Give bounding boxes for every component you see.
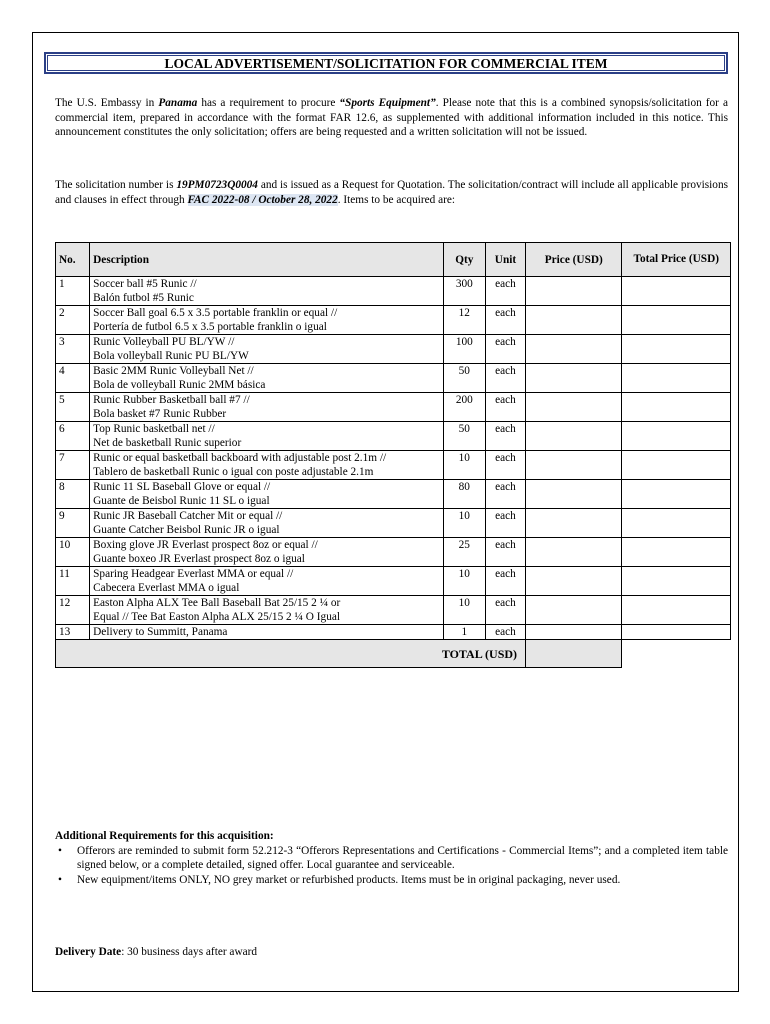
table-row [56,625,731,640]
row-total-price-cell [622,335,731,364]
row-number: 2 [56,306,90,335]
table-row [56,277,731,306]
row-description [90,306,444,335]
row-price-cell [526,625,622,640]
row-number: 4 [56,364,90,393]
row-price-cell [526,480,622,509]
row-number: 7 [56,451,90,480]
header-unit: Unit [485,243,525,277]
table-row [56,422,731,451]
description-spanish: Guante de Beisbol Runic 11 SL o igual [93,495,270,507]
table-row [56,335,731,364]
description-english: Sparing Headgear Everlast MMA or equal // [93,568,294,580]
procurement-item: “Sports Equipment” [339,97,436,109]
bullet-icon: • [58,844,62,857]
table-row [56,451,731,480]
description-english: Easton Alpha ALX Tee Ball Baseball Bat 25/15 2 ¼ or [93,597,341,609]
document-page [32,32,739,992]
row-unit: each [485,335,525,364]
description-english: Basic 2MM Runic Volleyball Net // [93,365,254,377]
fac-reference: FAC 2022-08 / October 28, 2022 [187,193,338,206]
table-row [56,306,731,335]
header-qty: Qty [443,243,485,277]
description-spanish: Balón futbol #5 Runic [93,292,194,304]
header-price: Price (USD) [526,243,622,277]
row-unit: each [485,306,525,335]
row-price-cell [526,422,622,451]
description-spanish: Bola de volleyball Runic 2MM básica [93,379,266,391]
row-qty: 10 [443,567,485,596]
row-number: 3 [56,335,90,364]
row-unit: each [485,364,525,393]
row-number: 8 [56,480,90,509]
title-box [44,52,728,74]
description-english: Top Runic basketball net // [93,423,215,435]
total-row [56,640,731,668]
row-total-price-cell [622,567,731,596]
row-total-price-cell [622,306,731,335]
row-total-price-cell [622,538,731,567]
row-number: 1 [56,277,90,306]
row-description [90,625,444,640]
table-row [56,480,731,509]
description-english: Soccer Ball goal 6.5 x 3.5 portable franklin or equal // [93,307,338,319]
description-spanish: Equal // Tee Bat Easton Alpha ALX 25/15 2 ¼ O Igual [93,611,341,623]
row-price-cell [526,364,622,393]
row-price-cell [526,277,622,306]
row-description [90,596,444,625]
row-qty: 10 [443,509,485,538]
row-qty: 200 [443,393,485,422]
row-unit: each [485,538,525,567]
additional-requirements [55,829,728,887]
description-english: Boxing glove JR Everlast prospect 8oz or equal // [93,539,318,551]
row-description [90,393,444,422]
row-qty: 300 [443,277,485,306]
items-table [55,242,731,668]
header-total-price: Total Price (USD) [622,243,731,277]
row-qty: 100 [443,335,485,364]
row-unit: each [485,277,525,306]
row-price-cell [526,567,622,596]
row-description [90,509,444,538]
description-english: Runic Rubber Basketball ball #7 // [93,394,250,406]
requirement-item: • New equipment/items ONLY, NO grey market or refurbished products. Items must be in original packaging, never used. [58,873,621,886]
description-spanish: Portería de futbol 6.5 x 3.5 portable franklin o igual [93,321,327,333]
row-qty: 10 [443,451,485,480]
row-number: 6 [56,422,90,451]
row-total-price-cell [622,451,731,480]
row-unit: each [485,451,525,480]
total-label: TOTAL (USD) [56,640,526,668]
description-english: Runic JR Baseball Catcher Mit or equal // [93,510,283,522]
row-total-price-cell [622,480,731,509]
description-english: Soccer ball #5 Runic // [93,278,197,290]
description-spanish: Net de basketball Runic superior [93,437,242,449]
row-total-price-cell [622,393,731,422]
solicitation-number: 19PM0723Q0004 [176,179,258,191]
table-row [56,538,731,567]
row-qty: 25 [443,538,485,567]
row-price-cell [526,596,622,625]
intro-paragraph-1: The U.S. Embassy in Panama has a requirement to procure “Sports Equipment”. Please note that this is a combined synopsis/solicitation for a commercial item, prepared in accordance with the format FAR 12.6, as supplemented with additional information included in this notice. This announcement constitutes the only solicitation; offers are being requested and a written solicitation will not be issued. [55,97,728,138]
description-english: Runic or equal basketball backboard with adjustable post 2.1m // [93,452,387,464]
row-number: 5 [56,393,90,422]
row-number: 13 [56,625,90,640]
description-spanish: Tablero de basketball Runic o igual con poste adjustable 2.1m [93,466,374,478]
description-english: Delivery to Summitt, Panama [93,626,228,638]
delivery-value: : 30 business days after award [121,946,258,958]
row-total-price-cell [622,509,731,538]
row-unit: each [485,567,525,596]
table-row [56,364,731,393]
header-no: No. [56,243,90,277]
row-number: 12 [56,596,90,625]
document-title: LOCAL ADVERTISEMENT/SOLICITATION FOR COMMERCIAL ITEM [47,55,725,71]
row-price-cell [526,538,622,567]
row-unit: each [485,596,525,625]
row-qty: 50 [443,364,485,393]
row-unit: each [485,625,525,640]
requirements-title: Additional Requirements for this acquisition: [55,830,274,842]
row-description [90,451,444,480]
row-unit: each [485,393,525,422]
row-qty: 1 [443,625,485,640]
row-unit: each [485,480,525,509]
country-name: Panama [158,97,198,109]
table-row [56,596,731,625]
description-spanish: Guante boxeo JR Everlast prospect 8oz o igual [93,553,305,565]
row-number: 10 [56,538,90,567]
row-qty: 12 [443,306,485,335]
row-unit: each [485,422,525,451]
row-total-price-cell [622,625,731,640]
row-number: 9 [56,509,90,538]
row-price-cell [526,509,622,538]
row-qty: 80 [443,480,485,509]
row-description [90,538,444,567]
row-total-price-cell [622,596,731,625]
header-description: Description [90,243,444,277]
table-header-row [56,243,731,277]
row-total-price-cell [622,364,731,393]
row-description [90,567,444,596]
row-description [90,364,444,393]
row-description [90,335,444,364]
row-price-cell [526,393,622,422]
total-value-cell [526,640,622,668]
table-row [56,509,731,538]
description-spanish: Bola volleyball Runic PU BL/YW [93,350,249,362]
row-number: 11 [56,567,90,596]
description-spanish: Bola basket #7 Runic Rubber [93,408,227,420]
bullet-icon: • [58,873,62,886]
row-total-price-cell [622,422,731,451]
row-description [90,422,444,451]
description-spanish: Guante Catcher Beisbol Runic JR o igual [93,524,280,536]
row-qty: 10 [443,596,485,625]
row-unit: each [485,509,525,538]
description-english: Runic 11 SL Baseball Glove or equal // [93,481,271,493]
delivery-date [55,946,257,958]
row-total-price-cell [622,277,731,306]
intro-paragraph-2: The solicitation number is 19PM0723Q0004 and is issued as a Request for Quotation. The solicitation/contract will include all applicable provisions and clauses in effect through FAC 2022-08 / October 28, 2022. Items to be acquired are: [55,179,729,206]
row-qty: 50 [443,422,485,451]
delivery-label: Delivery Date [55,946,122,958]
requirements-list [55,844,728,888]
row-price-cell [526,306,622,335]
row-description [90,480,444,509]
description-spanish: Cabecera Everlast MMA o igual [93,582,240,594]
table-row [56,567,731,596]
description-english: Runic Volleyball PU BL/YW // [93,336,235,348]
total-empty-cell [622,640,731,668]
requirement-item: • Offerors are reminded to submit form 52.212-3 “Offerors Representations and Certifications - Commercial Items”; and a completed item table signed below, or a complete detailed, signed offer. Local guarantee and serviceable. [58,844,728,871]
table-row [56,393,731,422]
row-price-cell [526,335,622,364]
row-price-cell [526,451,622,480]
row-description [90,277,444,306]
